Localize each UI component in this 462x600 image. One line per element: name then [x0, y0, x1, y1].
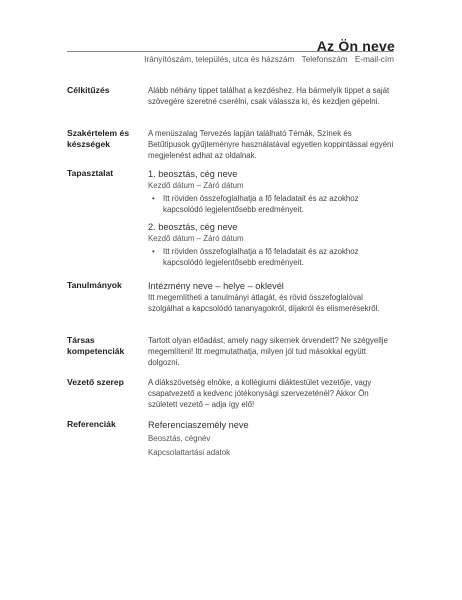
section-label-education: Tanulmányok [67, 280, 122, 290]
section-label-experience: Tapasztalat [67, 168, 114, 178]
job-title: 1. beosztás, cég neve [148, 169, 238, 179]
job-bullets [148, 193, 394, 215]
education-text: Itt megemlítheti a tanulmányi átlagát, és rövid összefoglalóval szolgálhat a kapcsolódó tananyagokról, díjakról és elismerésekről. [148, 293, 380, 313]
objective-text: Alább néhány tippet találhat a kezdéshez. Ha bármelyik tippet a saját szövegére szeretné cserélni, csak válassza ki, és kezdjen gépelni. [148, 86, 390, 106]
job-entry [148, 221, 394, 268]
section-label-objective: Célkitűzés [67, 85, 110, 95]
section-label-social: Társas kompetenciák [67, 335, 125, 356]
resume-name: Az Ön neve [316, 38, 395, 54]
job-title: 2. beosztás, cég neve [148, 222, 238, 232]
job-entry [148, 168, 394, 215]
header-divider [67, 51, 394, 52]
experience-list [148, 168, 394, 268]
contact-phone: Telefonszám [301, 55, 348, 64]
job-dates: Kezdő dátum – Záró dátum [148, 181, 244, 190]
contact-line [144, 55, 394, 64]
skills-text: A menüszalag Tervezés lapján található Témák, Színek és Betűtípusok gyűjteményre használatával egyetlen koppintással egyéni megjelenést adhat az oldalnak. [148, 129, 394, 160]
section-label-skills: Szakértelem és készségek [67, 128, 130, 149]
reference-position: Beosztás, cégnév [148, 434, 211, 443]
contact-address: Irányítószám, település, utca és házszám [144, 55, 295, 64]
job-bullet: • Itt röviden összefoglalhatja a fő feladatait és az azokhoz kapcsolódó legjelentősebb eredményeit. [157, 193, 394, 215]
job-dates: Kezdő dátum – Záró dátum [148, 234, 244, 243]
reference-name: Referenciaszemély neve [148, 420, 249, 430]
references-content [148, 419, 394, 458]
leadership-text: A diákszövetség elnöke, a kollégiumi diáktestület vezetője, vagy csapatvezető a kedvenc jótékonysági szervezeténél? Akkor Ön született vezető – adja így elő! [148, 378, 372, 409]
social-text: Tartott olyan előadást, amely nagy sikernek örvendett? Ne szégyellje megemlíteni! Itt megmutathatja, milyen jól tud másokkal együtt dolgozni. [148, 336, 388, 367]
job-bullets [148, 246, 394, 268]
section-label-references: Referenciák [67, 419, 116, 429]
job-bullet: • Itt röviden összefoglalhatja a fő feladatait és az azokhoz kapcsolódó legjelentősebb eredményeit. [157, 246, 394, 268]
education-title: Intézmény neve – helye – oklevél [148, 281, 284, 291]
reference-contact: Kapcsolattartási adatok [148, 448, 231, 457]
education-content [148, 280, 394, 314]
section-label-leadership: Vezető szerep [67, 377, 124, 387]
contact-email: E-mail-cím [354, 55, 394, 64]
